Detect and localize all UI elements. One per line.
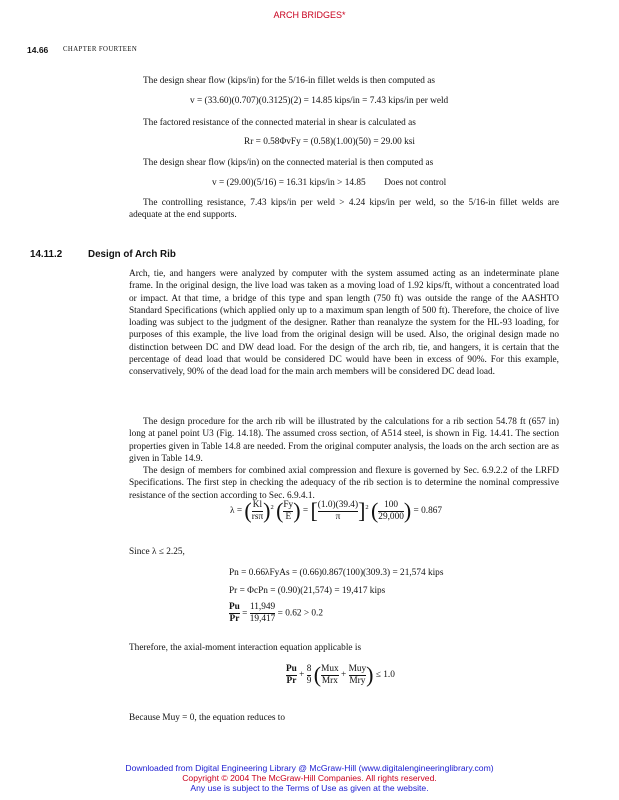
lambda-29000: 29,000 (378, 511, 404, 522)
paragraph-controlling-resistance: The controlling resistance, 7.43 kips/in per weld > 4.24 kips/in per weld, so the 5/16-in fillet welds are adequate at the end supports. (129, 198, 559, 221)
inter-nine: 9 (306, 675, 312, 686)
inter-mry: Mry (349, 675, 366, 686)
lambda-numerator: (1.0)(39.4) (317, 499, 359, 510)
running-header-title: ARCH BRIDGES* (273, 10, 346, 20)
equation-lambda: λ = ( $\frac{Kl}{\text{rsπ}}$ )$^2$ ( $\frac{Fy}{E}$ ) = [ $\frac{(1.0)(39.4)}{\pi}$ ]$^2$ ( $\frac{100}{29,000}$ ) = 0.867 (230, 498, 443, 523)
ratio-11949: 11,949 (249, 602, 276, 612)
inter-pu: Pu (286, 663, 297, 674)
lambda-lhs: λ = (230, 506, 243, 517)
paragraph-because: Because Muy = 0, the equation reduces to (129, 713, 286, 723)
paragraph-therefore: Therefore, the axial-moment interaction equation applicable is (129, 643, 362, 653)
equation-shear-flow-weld: v = (33.60)(0.707)(0.3125)(2) = 14.85 kips/in = 7.43 kips/in per weld (190, 96, 449, 106)
inter-result: ≤ 1.0 (375, 670, 395, 681)
ratio-result: = 0.62 > 0.2 (277, 608, 324, 619)
chapter-label: CHAPTER FOURTEEN (63, 46, 138, 53)
lambda-rs-pi: rsπ (251, 511, 264, 522)
page-number: 14.66 (27, 45, 49, 55)
footer-copyright-line: Copyright © 2004 The McGraw-Hill Companies. All rights reserved. (182, 773, 437, 783)
section-number: 14.11.2 (30, 249, 63, 260)
inter-mux: Mux (321, 663, 339, 674)
inter-eight: 8 (306, 663, 312, 674)
section-title: Design of Arch Rib (88, 249, 176, 260)
lambda-fy: Fy (283, 499, 294, 510)
paragraph-weld-intro: The design shear flow (kips/in) for the 5/16-in fillet welds is then computed as (143, 76, 436, 86)
equation-shear-flow-material: v = (29.00)(5/16) = 16.31 kips/in > 14.85 Does not control (212, 178, 447, 188)
equation-interaction: $\frac{Pu}{Pr}$ + $\frac{8}{9}$ ( $\frac{\text{Mux}}{\text{Mrx}}$ + $\frac{\text{Muy}}{\text{Mry}}$ ) ≤ 1.0 (286, 662, 395, 687)
inter-muy: Muy (348, 663, 367, 674)
paragraph-design-procedure: The design procedure for the arch rib will be illustrated by the calculations for a rib section 54.78 ft (657 in) long at panel point U3 (Fig. 14.18). The assumed cross section, of A514 steel, is shown in Fig. 14.41. The section properties given in Table 14.8 are needed. From the original computer analysis, the loads on the arch section are as given in Table 14.9. (129, 417, 559, 464)
paragraph-analysis: Arch, tie, and hangers were analyzed by computer with the system assumed acting as an indeterminate plane frame. In the original design, the live load was taken as a moving load of 1.92 kips/ft, without a concentrated load or impact. At that time, a bridge of this type and span length (750 ft) was outside the range of the AASHTO Standard Specifications (which applied only up to a maximum span length of 500 ft). Therefore, the choice of live loading was subject to the judgment of the designer. Rather than reanalyze the system for the HL-93 loading, for purposes of this example, the live load from the original design will be used. Also, the original design made no distinction between DC and DW dead load. For the design of the arch rib, tie, and hangers, it is certain that the percentage of dead load that would be considered DC would have been in excess of 90%. For this example, conservatively, 90% of the dead load for the main arch members will be considered DC dead load. (129, 269, 559, 378)
paragraph-combined-loading: The design of members for combined axial compression and flexure is governed by Sec. 6.9.2.2 of the LRFD Specifications. The first step in checking the adequacy of the rib section is to determine the nominal compressive resistance of the section according to Sec. 6.9.4.1. (129, 466, 559, 501)
equation-pn: Pn = 0.66λFyAs = (0.66)0.867(100)(309.3) = 21,574 kips (229, 568, 444, 578)
paragraph-factored-resistance: The factored resistance of the connected material in shear is calculated as (143, 118, 416, 128)
lambda-100: 100 (384, 499, 399, 510)
ratio-19417: 19,417 (249, 614, 276, 624)
equation-pr: Pr = ΦcPn = (0.90)(21,574) = 19,417 kips (229, 586, 386, 596)
equation-ratio: $\frac{Pu}{Pr}$ = $\frac{11,949}{19,417}$ = 0.62 > 0.2 (229, 602, 324, 624)
footer-download-line: Downloaded from Digital Engineering Library @ McGraw-Hill (www.digitalengineeringlibrary.com) (125, 763, 494, 773)
paragraph-connected-material: The design shear flow (kips/in) on the connected material is then computed as (143, 158, 434, 168)
section-heading (30, 249, 176, 260)
lambda-kl: Kl (252, 499, 263, 510)
lambda-e: E (283, 511, 293, 523)
since-lambda: Since λ ≤ 2.25, (129, 547, 185, 557)
equation-factored-resistance: Rr = 0.58ΦvFy = (0.58)(1.00)(50) = 29.00 ksi (244, 137, 416, 147)
ratio-pu: Pu (229, 602, 240, 612)
footer-terms-line: Any use is subject to the Terms of Use as given at the website. (190, 783, 429, 793)
inter-mrx: Mrx (321, 675, 338, 686)
ratio-pr: Pr (229, 614, 240, 624)
lambda-result: = 0.867 (413, 506, 443, 517)
inter-pr: Pr (286, 675, 297, 686)
lambda-pi: π (318, 511, 358, 523)
